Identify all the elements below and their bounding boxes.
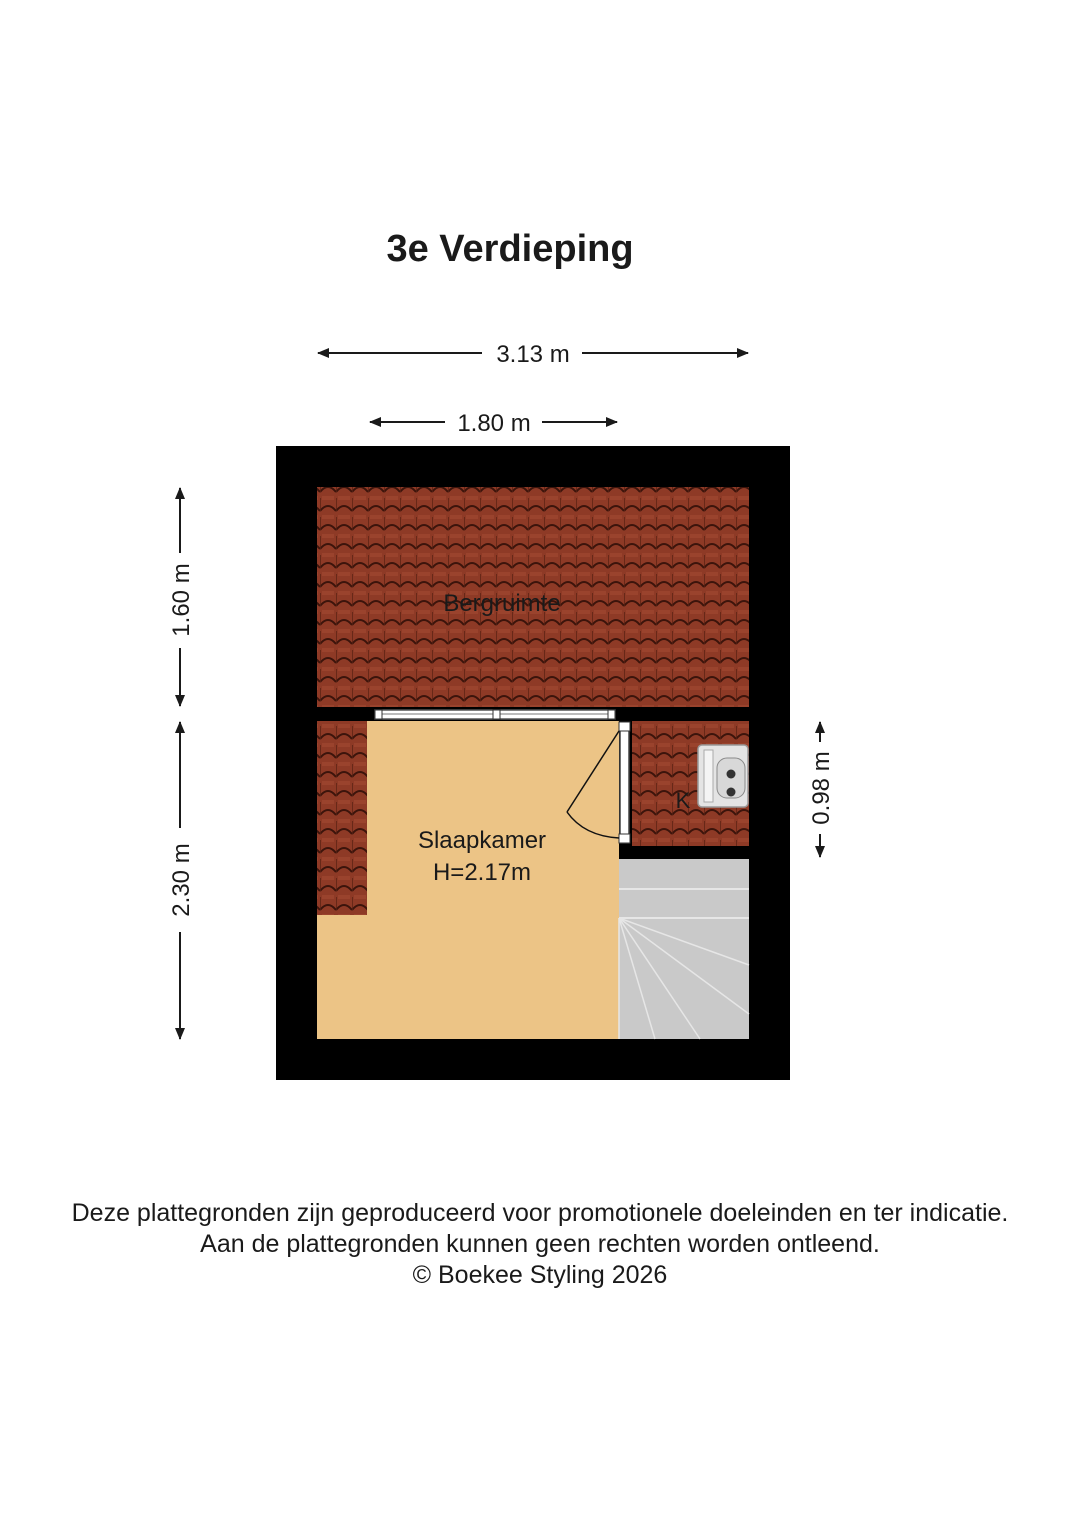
disclaimer-line-2: Aan de plattegronden kunnen geen rechten worden ontleend. [200, 1230, 880, 1258]
dimension-inner-width [370, 410, 617, 437]
staircase [619, 859, 749, 1039]
dimension-depth-top-label: 1.60 m [168, 563, 195, 637]
closet-label: K [675, 788, 691, 813]
dimension-inner-width-label: 1.80 m [457, 410, 531, 437]
storage-access-panels [375, 710, 615, 719]
boiler-unit [698, 745, 748, 807]
dimension-depth-bottom [168, 722, 195, 1039]
disclaimer-line-1: Deze plattegronden zijn geproduceerd voor promotionele doeleinden en ter indicatie. [71, 1199, 1009, 1227]
disclaimer [0, 1198, 1080, 1291]
dimension-depth-top [168, 488, 195, 706]
bedroom-label: Slaapkamer [417, 827, 547, 854]
dimension-closet-depth [808, 722, 835, 857]
bedroom-height-label: H=2.17m [432, 859, 532, 886]
dimension-total-width [318, 341, 748, 368]
dimension-total-width-label: 3.13 m [496, 341, 570, 368]
wall-closet-bottom [619, 846, 749, 859]
floor-title: 3e Verdieping [386, 228, 634, 270]
bedroom-slope [317, 721, 367, 915]
dimension-depth-bottom-label: 2.30 m [168, 843, 195, 917]
dimension-closet-depth-label: 0.98 m [808, 751, 835, 825]
copyright-line: © Boekee Styling 2026 [412, 1261, 668, 1289]
storage-label: Bergruimte [443, 590, 561, 617]
